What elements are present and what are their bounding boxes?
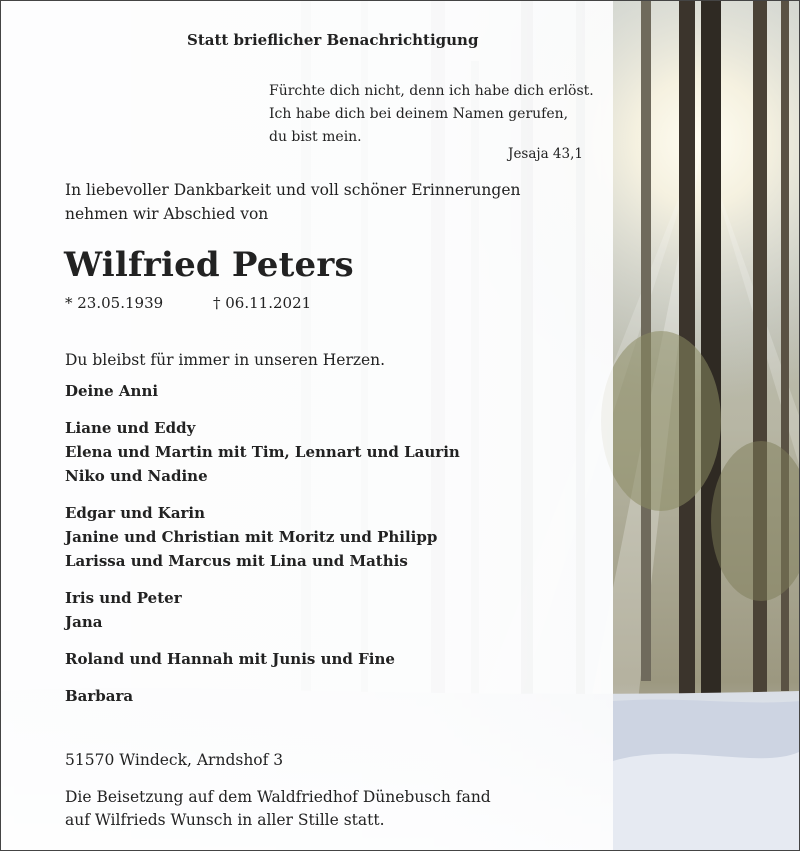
birth-date: * 23.05.1939	[65, 294, 164, 312]
family-line: Liane und Eddy	[65, 419, 196, 437]
intro-line: In liebevoller Dankbarkeit und voll schöner Erinnerungen	[65, 181, 521, 199]
intro-line: nehmen wir Abschied von	[65, 205, 269, 223]
family-line: Edgar und Karin	[65, 504, 206, 522]
family-line: Janine und Christian mit Moritz und Philipp	[65, 528, 438, 546]
family-line: Elena und Martin mit Tim, Lennart und Laurin	[65, 443, 460, 461]
memorial-quote: Du bleibst für immer in unseren Herzen.	[65, 351, 386, 369]
family-group	[65, 379, 158, 403]
burial-line: auf Wilfrieds Wunsch in aller Stille statt.	[65, 811, 385, 829]
family-group	[65, 684, 133, 708]
family-line: Jana	[65, 613, 103, 631]
burial-line: Die Beisetzung auf dem Waldfriedhof Dünebusch fand	[65, 788, 491, 806]
verse-source: Jesaja 43,1	[508, 146, 583, 162]
family-line: Larissa und Marcus mit Lina und Mathis	[65, 552, 408, 570]
family-group	[65, 586, 182, 634]
family-address: 51570 Windeck, Arndshof 3	[65, 751, 284, 769]
intro-text	[65, 178, 520, 226]
deceased-name: Wilfried Peters	[64, 245, 354, 285]
family-group	[65, 647, 395, 671]
family-group	[65, 501, 437, 573]
family-line: Roland und Hannah mit Junis und Fine	[65, 650, 395, 668]
notice-content	[1, 1, 613, 851]
family-group	[65, 416, 460, 488]
verse-line: Fürchte dich nicht, denn ich habe dich erlöst.	[269, 83, 594, 99]
family-line: Iris und Peter	[65, 589, 182, 607]
family-line: Niko und Nadine	[65, 467, 208, 485]
notice-header: Statt brieflicher Benachrichtigung	[187, 31, 479, 49]
verse-line: du bist mein.	[269, 129, 362, 145]
burial-note	[65, 786, 491, 832]
verse-line: Ich habe dich bei deinem Namen gerufen,	[269, 106, 569, 122]
bible-verse	[269, 80, 594, 149]
family-line: Deine Anni	[65, 382, 159, 400]
death-date: † 06.11.2021	[213, 294, 312, 312]
family-line: Barbara	[65, 687, 134, 705]
